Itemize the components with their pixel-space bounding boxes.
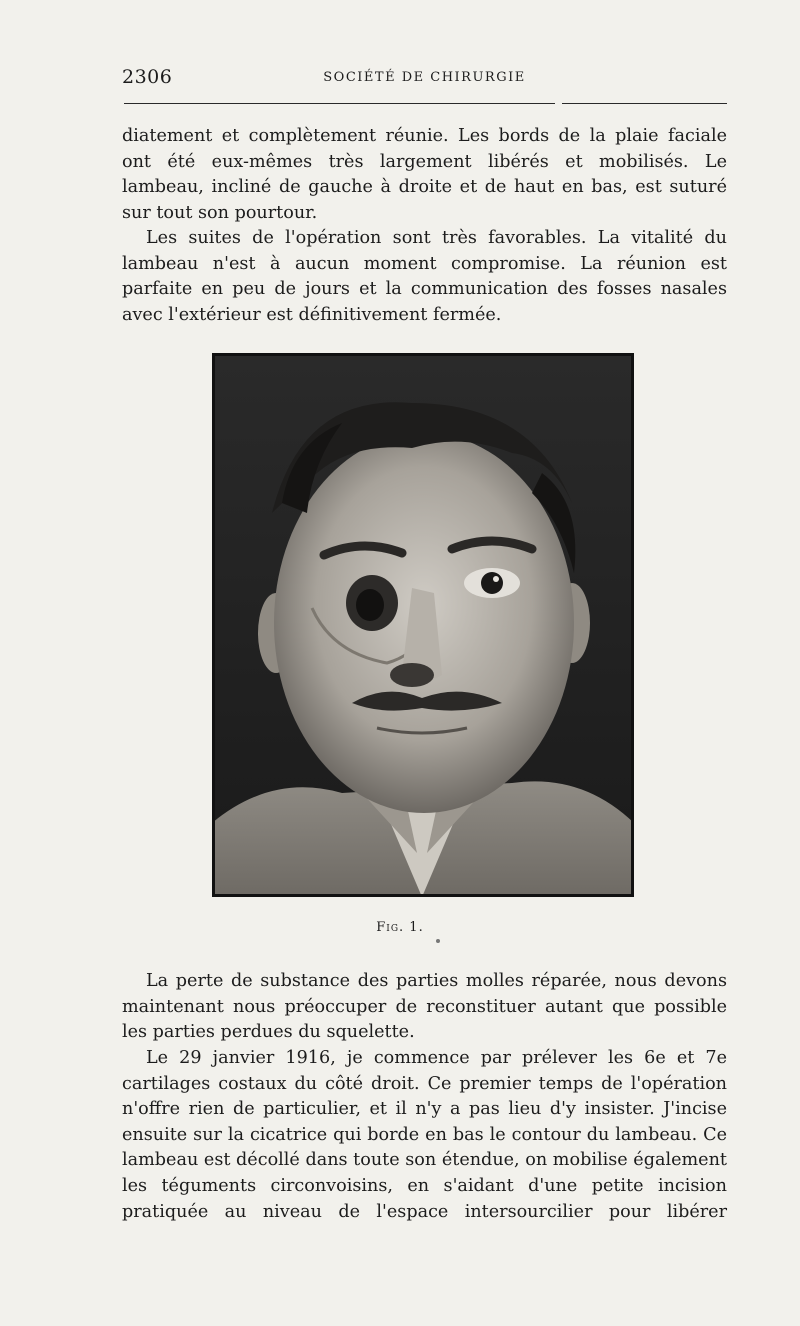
page-header	[122, 66, 727, 96]
figure-caption: Fig. 1.	[376, 920, 424, 935]
paragraph-skeleton: La perte de substance des parties molles réparée, nous devons maintenant nous préoccuper de reconstituer autant que possible les parties perdues du squelette.	[122, 971, 727, 1043]
header-rule-right	[562, 103, 727, 104]
header-rule-left	[124, 103, 555, 104]
paragraph-postoperative: Les suites de l'opération sont très favorables. La vitalité du lambeau n'est à aucun moment compromise. La réunion est parfaite en peu de jours et la communication des fosses nasales avec l'extérieur est définitivement fermée.	[122, 228, 727, 325]
page-number: 2306	[122, 66, 173, 88]
paragraph-operation: Le 29 janvier 1916, je commence par prélever les 6e et 7e cartilages costaux du côté droit. Ce premier temps de l'opération n'offre rien de particulier, et il n'y a pas lieu d'y insister. J'incise ensuite sur la cicatrice qui borde en bas le contour du lambeau. Ce lambeau est décollé dans toute son étendue, on mobilise également les téguments circonvoisins, en s'aidant d'une petite incision pratiquée au niveau de l'espace intersourcilier pour libérer	[122, 1048, 727, 1222]
portrait-photo	[212, 353, 634, 897]
print-speck	[436, 939, 440, 943]
figure-photograph	[212, 353, 634, 897]
running-head: SOCIÉTÉ DE CHIRURGIE	[323, 70, 526, 85]
paragraph-continued: diatement et complètement réunie. Les bords de la plaie faciale ont été eux-mêmes très largement libérés et mobilisés. Le lambeau, incliné de gauche à droite et de haut en bas, est suturé sur tout son pourtour.	[122, 126, 727, 223]
